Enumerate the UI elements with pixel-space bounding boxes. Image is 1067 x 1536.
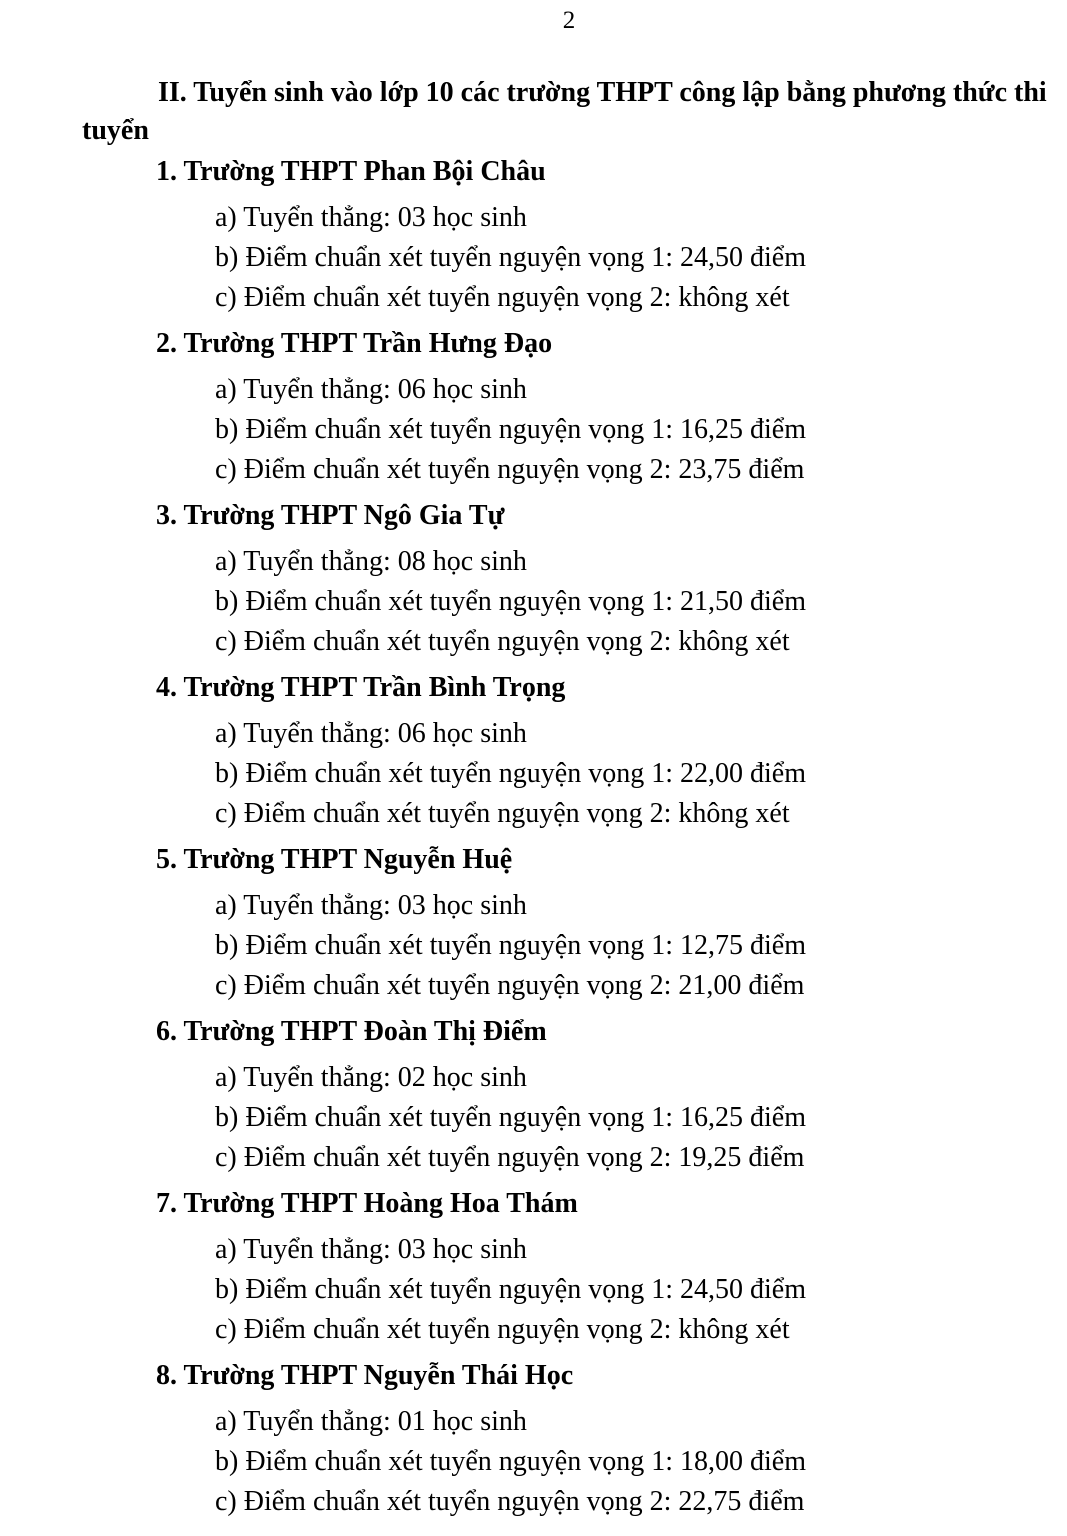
school-title: 4. Trường THPT Trần Bình Trọng [156, 672, 566, 703]
school-block-3 [0, 496, 1067, 668]
direct-admission-item: a) Tuyển thẳng: 06 học sinh [215, 718, 527, 749]
wish-2-cutoff-item: c) Điểm chuẩn xét tuyển nguyện vọng 2: không xét [215, 1314, 790, 1345]
wish-1-cutoff-item: b) Điểm chuẩn xét tuyển nguyện vọng 1: 21,50 điểm [215, 586, 806, 617]
direct-admission-item: a) Tuyển thẳng: 08 học sinh [215, 546, 527, 577]
wish-1-cutoff-item: b) Điểm chuẩn xét tuyển nguyện vọng 1: 24,50 điểm [215, 1274, 806, 1305]
page-number: 2 [562, 7, 576, 34]
school-block-5 [0, 840, 1067, 1012]
direct-admission-item: a) Tuyển thẳng: 02 học sinh [215, 1062, 527, 1093]
wish-1-cutoff-item: b) Điểm chuẩn xét tuyển nguyện vọng 1: 16,25 điểm [215, 1102, 806, 1133]
wish-2-cutoff-item: c) Điểm chuẩn xét tuyển nguyện vọng 2: không xét [215, 282, 790, 313]
school-title: 8. Trường THPT Nguyễn Thái Học [156, 1360, 574, 1391]
section-heading: II. Tuyển sinh vào lớp 10 các trường THPT công lập bằng phương thức thi tuyển [82, 77, 1047, 146]
wish-1-cutoff-item: b) Điểm chuẩn xét tuyển nguyện vọng 1: 24,50 điểm [215, 242, 806, 273]
school-title: 6. Trường THPT Đoàn Thị Điểm [156, 1016, 547, 1047]
direct-admission-item: a) Tuyển thẳng: 03 học sinh [215, 202, 527, 233]
school-block-8 [0, 1356, 1067, 1528]
school-block-2 [0, 324, 1067, 496]
school-block-1 [0, 152, 1067, 324]
school-block-6 [0, 1012, 1067, 1184]
school-title: 3. Trường THPT Ngô Gia Tự [156, 500, 505, 531]
wish-2-cutoff-item: c) Điểm chuẩn xét tuyển nguyện vọng 2: không xét [215, 626, 790, 657]
wish-2-cutoff-item: c) Điểm chuẩn xét tuyển nguyện vọng 2: 19,25 điểm [215, 1142, 805, 1173]
wish-1-cutoff-item: b) Điểm chuẩn xét tuyển nguyện vọng 1: 18,00 điểm [215, 1446, 806, 1477]
wish-2-cutoff-item: c) Điểm chuẩn xét tuyển nguyện vọng 2: 21,00 điểm [215, 970, 805, 1001]
school-title: 5. Trường THPT Nguyễn Huệ [156, 844, 513, 875]
direct-admission-item: a) Tuyển thẳng: 03 học sinh [215, 890, 527, 921]
school-title: 7. Trường THPT Hoàng Hoa Thám [156, 1188, 578, 1219]
wish-2-cutoff-item: c) Điểm chuẩn xét tuyển nguyện vọng 2: 23,75 điểm [215, 454, 805, 485]
wish-1-cutoff-item: b) Điểm chuẩn xét tuyển nguyện vọng 1: 12,75 điểm [215, 930, 806, 961]
direct-admission-item: a) Tuyển thẳng: 01 học sinh [215, 1406, 527, 1437]
wish-1-cutoff-item: b) Điểm chuẩn xét tuyển nguyện vọng 1: 16,25 điểm [215, 414, 806, 445]
school-title: 2. Trường THPT Trần Hưng Đạo [156, 328, 553, 359]
school-block-4 [0, 668, 1067, 840]
wish-2-cutoff-item: c) Điểm chuẩn xét tuyển nguyện vọng 2: 22,75 điểm [215, 1486, 805, 1517]
direct-admission-item: a) Tuyển thẳng: 03 học sinh [215, 1234, 527, 1265]
wish-2-cutoff-item: c) Điểm chuẩn xét tuyển nguyện vọng 2: không xét [215, 798, 790, 829]
wish-1-cutoff-item: b) Điểm chuẩn xét tuyển nguyện vọng 1: 22,00 điểm [215, 758, 806, 789]
school-list [0, 152, 1067, 1528]
school-block-7 [0, 1184, 1067, 1356]
direct-admission-item: a) Tuyển thẳng: 06 học sinh [215, 374, 527, 405]
school-title: 1. Trường THPT Phan Bội Châu [156, 156, 546, 187]
